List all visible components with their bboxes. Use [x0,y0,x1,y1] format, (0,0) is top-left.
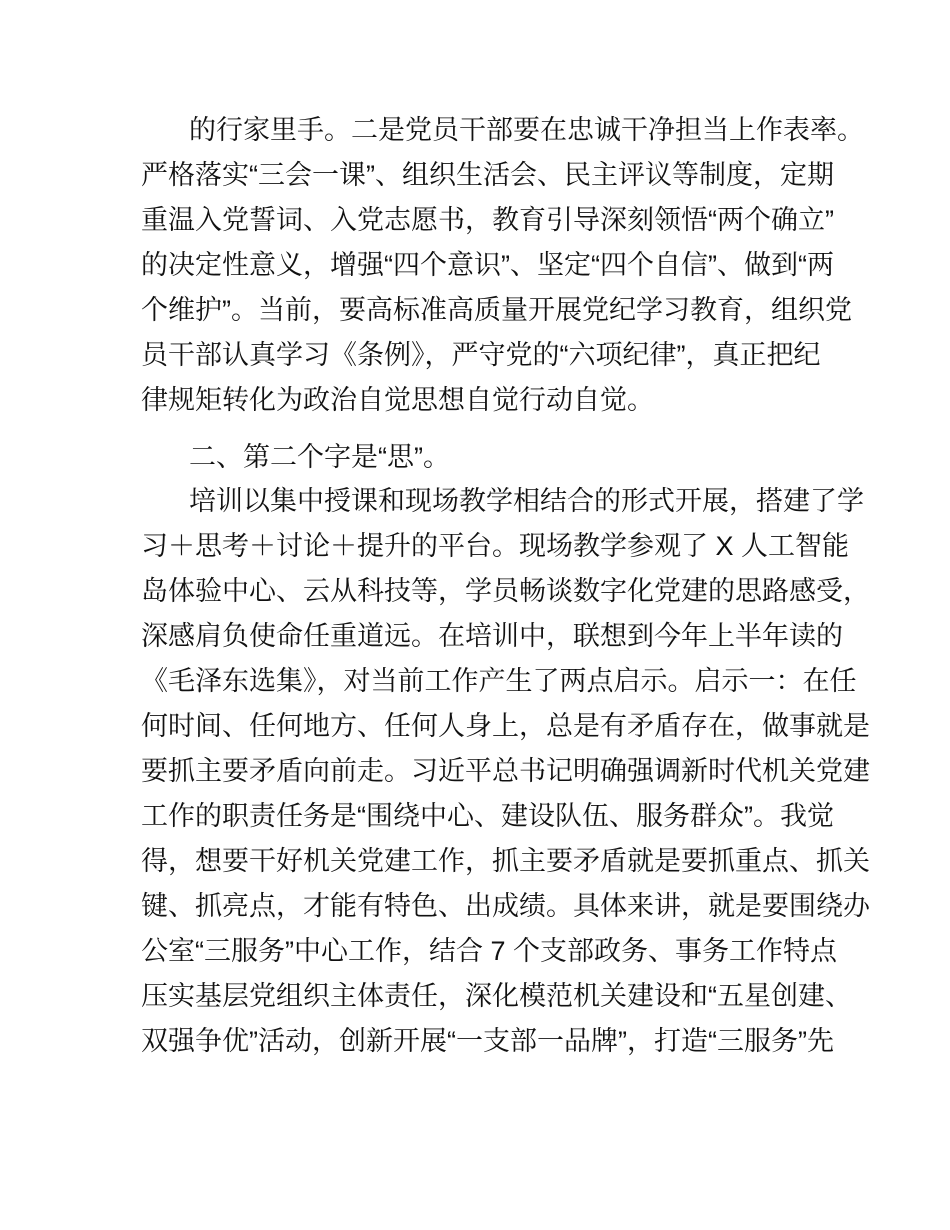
text-line: 压实基层党组织主体责任，深化模范机关建设和“五星创建、 [141,981,852,1011]
text-line: 岛体验中心、云从科技等，学员畅谈数字化党建的思路感受， [141,576,870,606]
text-line: 个维护”。当前，要高标准高质量开展党纪学习教育，组织党 [141,295,852,325]
text-line: 要抓主要矛盾向前走。习近平总书记明确强调新时代机关党建 [141,756,870,786]
text-line: 员干部认真学习《条例》，严守党的“六项纪律”，真正把纪 [141,340,821,370]
paragraph-party-discipline [141,108,864,423]
text-line: 《毛泽东选集》，对当前工作产生了两点启示。启示一：在任 [141,666,857,696]
text-line: 律规矩转化为政治自觉思想自觉行动自觉。 [141,385,654,415]
text-line: 键、抓亮点，才能有特色、出成绩。具体来讲，就是要围绕办 [141,891,870,921]
text-line: 培训以集中授课和现场教学相结合的形式开展，搭建了学 [189,486,864,516]
text-line: 的决定性意义，增强“四个意识”、坚定“四个自信”、做到“两 [141,250,834,280]
text-line: 双强争优”活动，创新开展“一支部一品牌”，打造“三服务”先 [141,1026,834,1056]
text-line: 何时间、任何地方、任何人身上，总是有矛盾存在，做事就是 [141,711,870,741]
heading-text: 二、第二个字是“思”。 [189,442,450,472]
section-heading [141,435,810,480]
text-line: 得，想要干好机关党建工作，抓主要矛盾就是要抓重点、抓关 [141,846,870,876]
text-line: 深感肩负使命任重道远。在培训中，联想到今年上半年读的 [141,621,843,651]
text-line: 重温入党誓词、入党志愿书，教育引导深刻领悟“两个确立” [141,205,834,235]
text-line: 严格落实“三会一课”、组织生活会、民主评议等制度，定期 [141,160,834,190]
text-line: 公室“三服务”中心工作，结合 7 个支部政务、事务工作特点 [141,936,838,966]
text-line: 的行家里手。二是党员干部要在忠诚干净担当上作表率。 [189,115,864,145]
text-line: 习＋思考＋讨论＋提升的平台。现场教学参观了 X 人工智能 [141,531,850,561]
text-line: 工作的职责任务是“围绕中心、建设队伍、服务群众”。我觉 [141,801,834,831]
paragraph-training [141,479,870,1064]
